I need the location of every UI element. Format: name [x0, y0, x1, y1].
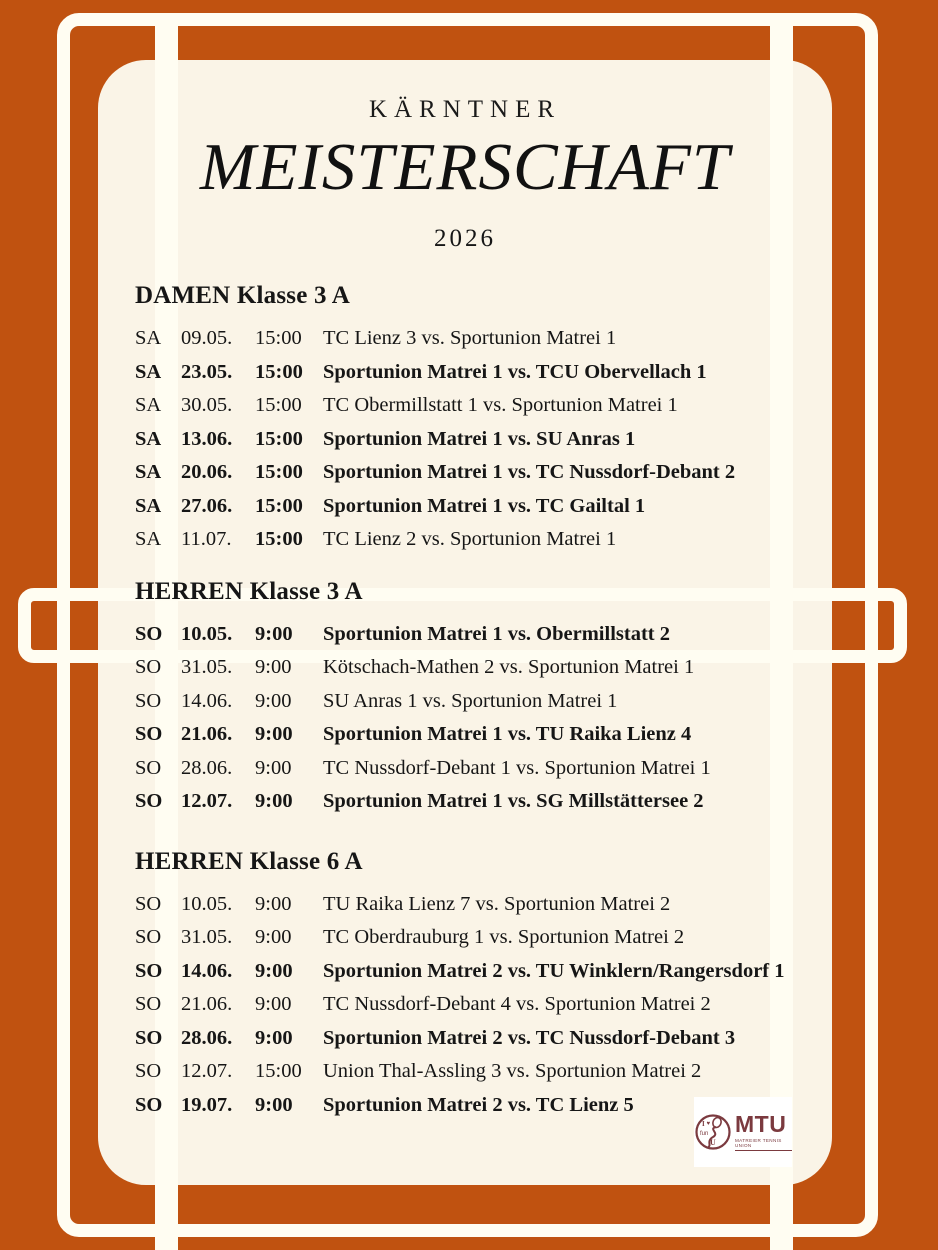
match-day: SO	[135, 1026, 163, 1049]
schedule-row	[135, 423, 835, 457]
match-day: SO	[135, 993, 162, 1015]
match-teams: Union Thal-Assling 3 vs. Sportunion Matrei 2	[323, 1060, 702, 1082]
match-teams: Sportunion Matrei 1 vs. SG Millstättersee 2	[323, 790, 704, 812]
schedule-row	[135, 718, 835, 752]
match-teams: Sportunion Matrei 2 vs. TC Nussdorf-Debant 3	[323, 1026, 736, 1049]
match-day: SO	[135, 790, 163, 812]
schedule-row	[135, 651, 835, 685]
match-date: 19.07.	[181, 1093, 233, 1116]
match-time: 15:00	[255, 360, 303, 383]
match-time: 9:00	[255, 622, 293, 645]
match-teams: TC Lienz 2 vs. Sportunion Matrei 1	[323, 528, 617, 550]
match-day: SO	[135, 1093, 163, 1116]
match-day: SO	[135, 959, 163, 982]
title-year: 2026	[434, 225, 496, 252]
match-time: 15:00	[255, 1060, 302, 1082]
match-date: 31.05.	[181, 656, 233, 678]
mtu-abbreviation: MTU	[735, 1111, 787, 1138]
schedule-section	[135, 845, 835, 1123]
match-date: 21.06.	[181, 993, 233, 1015]
match-day: SO	[135, 926, 162, 948]
match-teams: TC Obermillstatt 1 vs. Sportunion Matrei 1	[323, 394, 678, 416]
match-date: 21.06.	[181, 723, 233, 745]
svg-text:U: U	[710, 1138, 716, 1147]
match-time: 9:00	[255, 1093, 293, 1116]
match-date: 20.06.	[181, 461, 233, 483]
match-time: 9:00	[255, 1026, 293, 1049]
svg-text:♥: ♥	[706, 1121, 711, 1127]
match-date: 13.06.	[181, 427, 233, 450]
match-time: 9:00	[255, 656, 292, 678]
section-heading: HERREN Klasse 6 A	[135, 847, 363, 875]
mtu-logo	[694, 1097, 792, 1167]
match-time: 9:00	[255, 959, 293, 982]
match-time: 9:00	[255, 689, 292, 712]
match-date: 27.06.	[181, 494, 233, 517]
match-date: 14.06.	[181, 689, 233, 712]
match-teams: Sportunion Matrei 1 vs. TCU Obervellach 1	[323, 360, 707, 383]
schedule-row	[135, 988, 835, 1022]
match-teams: Kötschach-Mathen 2 vs. Sportunion Matrei 1	[323, 656, 695, 678]
match-time: 15:00	[255, 494, 303, 517]
section-rows	[135, 888, 835, 1123]
match-time: 9:00	[255, 892, 292, 915]
match-date: 12.07.	[181, 790, 233, 812]
schedule-row	[135, 1022, 835, 1056]
schedule-row	[135, 955, 835, 989]
section-rows	[135, 618, 835, 819]
schedule-row	[135, 785, 835, 819]
match-date: 23.05.	[181, 360, 233, 383]
title-block	[98, 96, 832, 253]
match-day: SA	[135, 528, 162, 550]
match-teams: Sportunion Matrei 1 vs. Obermillstatt 2	[323, 622, 670, 645]
match-day: SA	[135, 461, 162, 483]
match-time: 15:00	[255, 461, 303, 483]
tennis-racket-icon	[694, 1113, 732, 1151]
match-time: 15:00	[255, 427, 303, 450]
match-day: SO	[135, 689, 162, 712]
match-time: 9:00	[255, 723, 293, 745]
mtu-logo-text	[735, 1113, 792, 1151]
match-time: 9:00	[255, 993, 292, 1015]
match-date: 28.06.	[181, 756, 233, 779]
schedule-row	[135, 1055, 835, 1089]
match-day: SA	[135, 360, 162, 383]
match-teams: Sportunion Matrei 1 vs. SU Anras 1	[323, 427, 636, 450]
schedule-row	[135, 888, 835, 922]
match-date: 10.05.	[181, 622, 233, 645]
schedule-section	[135, 279, 835, 557]
match-teams: Sportunion Matrei 2 vs. TC Lienz 5	[323, 1093, 634, 1116]
match-day: SA	[135, 494, 162, 517]
section-heading: HERREN Klasse 3 A	[135, 577, 363, 605]
match-date: 11.07.	[181, 528, 232, 550]
match-date: 09.05.	[181, 327, 233, 349]
schedule-row	[135, 752, 835, 786]
match-day: SO	[135, 756, 162, 779]
schedule-row	[135, 389, 835, 423]
match-day: SO	[135, 723, 163, 745]
match-time: 15:00	[255, 327, 302, 349]
match-day: SO	[135, 656, 162, 678]
match-date: 30.05.	[181, 394, 233, 416]
match-day: SA	[135, 394, 162, 416]
svg-text:fun: fun	[700, 1131, 709, 1137]
match-date: 12.07.	[181, 1060, 233, 1082]
title-region: KÄRNTNER	[368, 96, 562, 123]
match-time: 9:00	[255, 790, 293, 812]
match-date: 14.06.	[181, 959, 233, 982]
match-teams: Sportunion Matrei 2 vs. TU Winklern/Rangersdorf 1	[323, 959, 785, 982]
section-rows	[135, 322, 835, 557]
match-teams: TC Nussdorf-Debant 4 vs. Sportunion Matrei 2	[323, 993, 711, 1015]
match-day: SO	[135, 1060, 162, 1082]
match-teams: SU Anras 1 vs. Sportunion Matrei 1	[323, 689, 618, 712]
svg-text:I: I	[702, 1120, 705, 1128]
match-date: 28.06.	[181, 1026, 233, 1049]
match-day: SO	[135, 622, 163, 645]
match-teams: TC Oberdrauburg 1 vs. Sportunion Matrei 2	[323, 926, 685, 948]
match-teams: TC Lienz 3 vs. Sportunion Matrei 1	[323, 327, 617, 349]
match-teams: TC Nussdorf-Debant 1 vs. Sportunion Matrei 1	[323, 756, 711, 779]
match-time: 9:00	[255, 756, 292, 779]
schedule-row	[135, 523, 835, 557]
match-teams: Sportunion Matrei 1 vs. TC Nussdorf-Debant 2	[323, 461, 736, 483]
match-teams: TU Raika Lienz 7 vs. Sportunion Matrei 2	[323, 892, 671, 915]
mtu-logo-emblem	[694, 1113, 732, 1151]
schedule-row	[135, 618, 835, 652]
section-heading: DAMEN Klasse 3 A	[135, 282, 351, 309]
schedule-section	[135, 575, 835, 819]
match-teams: Sportunion Matrei 1 vs. TU Raika Lienz 4	[323, 723, 692, 745]
match-day: SA	[135, 427, 162, 450]
mtu-subtitle: MATREIER TENNIS UNION	[735, 1137, 792, 1151]
schedule-row	[135, 322, 835, 356]
schedule-row	[135, 921, 835, 955]
match-time: 15:00	[255, 394, 302, 416]
match-day: SO	[135, 892, 162, 915]
match-day: SA	[135, 327, 162, 349]
match-teams: Sportunion Matrei 1 vs. TC Gailtal 1	[323, 494, 646, 517]
match-date: 10.05.	[181, 892, 233, 915]
match-time: 9:00	[255, 926, 292, 948]
schedule-row	[135, 490, 835, 524]
schedule-row	[135, 685, 835, 719]
schedule-row	[135, 356, 835, 390]
match-time: 15:00	[255, 528, 303, 550]
schedule-sections	[135, 279, 835, 1122]
match-date: 31.05.	[181, 926, 233, 948]
title-main: MEISTERSCHAFT	[199, 130, 731, 204]
schedule-row	[135, 456, 835, 490]
